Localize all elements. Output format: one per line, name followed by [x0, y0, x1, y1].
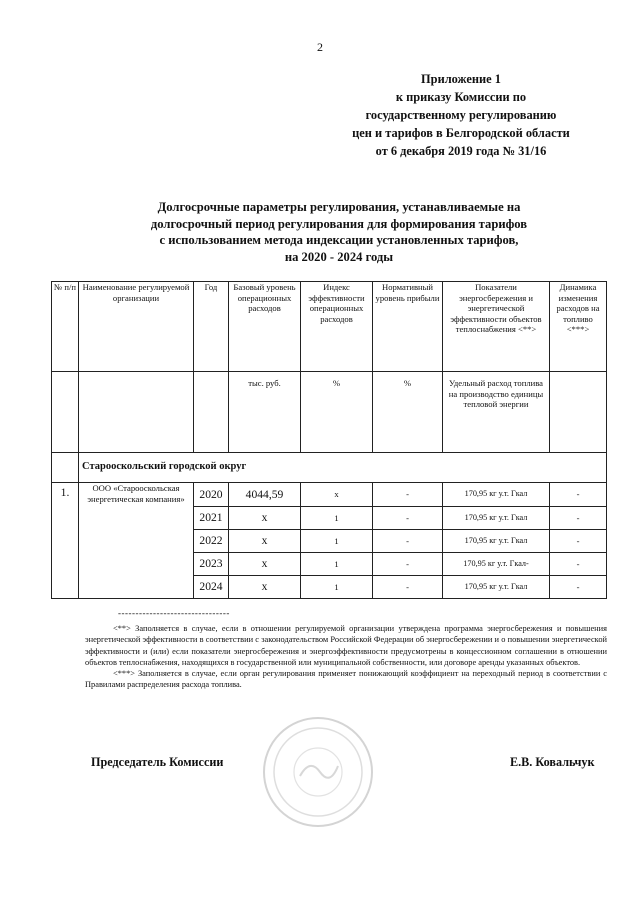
footnote-fuel: <***> Заполняется в случае, если орган регулирования применяет понижающий коэффициент на переходный период в соответствии с Правилами распределения расхода топлива.: [85, 669, 607, 690]
fuel-cell: -: [550, 483, 607, 507]
appendix-line: к приказу Комиссии по: [395, 90, 527, 104]
header-org: Наименование регулируемой организации: [79, 282, 194, 372]
header-profit: Нормативный уровень прибыли: [373, 282, 443, 372]
index-cell: 1: [301, 576, 373, 599]
energy-cell: 170,95 кг у.т. Гкал: [443, 576, 550, 599]
energy-cell: 170,95 кг у.т. Гкал: [443, 530, 550, 553]
year-cell: 2022: [194, 530, 229, 553]
table-header-row: [52, 282, 607, 372]
fuel-cell: -: [550, 576, 607, 599]
table-units-row: [52, 372, 607, 453]
header-num: № п/п: [52, 282, 79, 372]
units-index: %: [301, 372, 373, 453]
units-cell: [52, 372, 79, 453]
region-name: Старооскольский городской округ: [79, 453, 607, 483]
fuel-cell: -: [550, 553, 607, 576]
footnote-energy: <**> Заполняется в случае, если в отношении регулируемой организации утверждена программа энергосбережения и повышения энергетической эффективности в соответствии с законодательством Российской Федерации об энергосбережении и о повышении энергетической эффективности и (или) если показатели энергосбережения и энергоэффективности предусмотрены в концессионном соглашении в отношении объектов теплоснабжения, находящихся в государственной или муниципальной собственности, или договоре аренды указанных объектов.: [85, 624, 607, 667]
base-cell: х: [229, 553, 301, 576]
year-cell: 2021: [194, 507, 229, 530]
index-cell: х: [301, 483, 373, 507]
appendix-line: государственному регулированию: [365, 108, 557, 122]
header-year: Год: [194, 282, 229, 372]
base-cell: х: [229, 576, 301, 599]
profit-cell: -: [373, 576, 443, 599]
appendix-line: от 6 декабря 2019 года № 31/16: [375, 144, 547, 158]
footnotes: [85, 623, 607, 691]
year-cell: 2023: [194, 553, 229, 576]
units-cell: [79, 372, 194, 453]
footnote-separator: --------------------------------: [118, 608, 230, 618]
energy-cell: 170,95 кг у.т. Гкал: [443, 483, 550, 507]
title-line: долгосрочный период регулирования для формирования тарифов: [150, 216, 528, 231]
row-number: 1.: [52, 483, 79, 599]
table-row: [52, 483, 607, 507]
year-cell: 2024: [194, 576, 229, 599]
official-stamp-image: [258, 712, 378, 832]
index-cell: 1: [301, 530, 373, 553]
page-number: 2: [317, 40, 323, 54]
header-index: Индекс эффективности операционных расходов: [301, 282, 373, 372]
base-cell: 4044,59: [229, 483, 301, 507]
fuel-cell: -: [550, 507, 607, 530]
units-cell: [550, 372, 607, 453]
region-row: [52, 453, 607, 483]
appendix-line: Приложение 1: [421, 72, 501, 86]
title-line: на 2020 - 2024 годы: [284, 249, 394, 264]
fuel-cell: -: [550, 530, 607, 553]
signatory-name: Е.В. Ковальчук: [510, 755, 595, 769]
document-title: [118, 199, 560, 265]
appendix-line: цен и тарифов в Белгородской области: [352, 126, 570, 140]
base-cell: х: [229, 507, 301, 530]
header-energy: Показатели энергосбережения и энергетической эффективности объектов теплоснабжения <**>: [443, 282, 550, 372]
organization-name: ООО «Старооскольская энергетическая компания»: [79, 483, 194, 599]
signatory-position: Председатель Комиссии: [91, 755, 224, 769]
units-base: тыс. руб.: [229, 372, 301, 453]
profit-cell: -: [373, 507, 443, 530]
header-base: Базовый уровень операционных расходов: [229, 282, 301, 372]
title-line: Долгосрочные параметры регулирования, устанавливаемые на: [157, 200, 521, 214]
units-cell: [194, 372, 229, 453]
appendix-header: [330, 70, 592, 160]
profit-cell: -: [373, 483, 443, 507]
index-cell: 1: [301, 507, 373, 530]
header-fuel: Динамика изменения расходов на топливо <***>: [550, 282, 607, 372]
units-energy: Удельный расход топлива на производство единицы тепловой энергии: [443, 372, 550, 453]
profit-cell: -: [373, 530, 443, 553]
year-cell: 2020: [194, 483, 229, 507]
region-spacer: [52, 453, 79, 483]
energy-cell: 170,95 кг у.т. Гкал: [443, 507, 550, 530]
energy-cell: 170,95 кг у.т. Гкал-: [443, 553, 550, 576]
index-cell: 1: [301, 553, 373, 576]
units-profit: %: [373, 372, 443, 453]
profit-cell: -: [373, 553, 443, 576]
title-line: с использованием метода индексации установленных тарифов,: [159, 233, 519, 247]
base-cell: х: [229, 530, 301, 553]
parameters-table: [51, 281, 607, 599]
